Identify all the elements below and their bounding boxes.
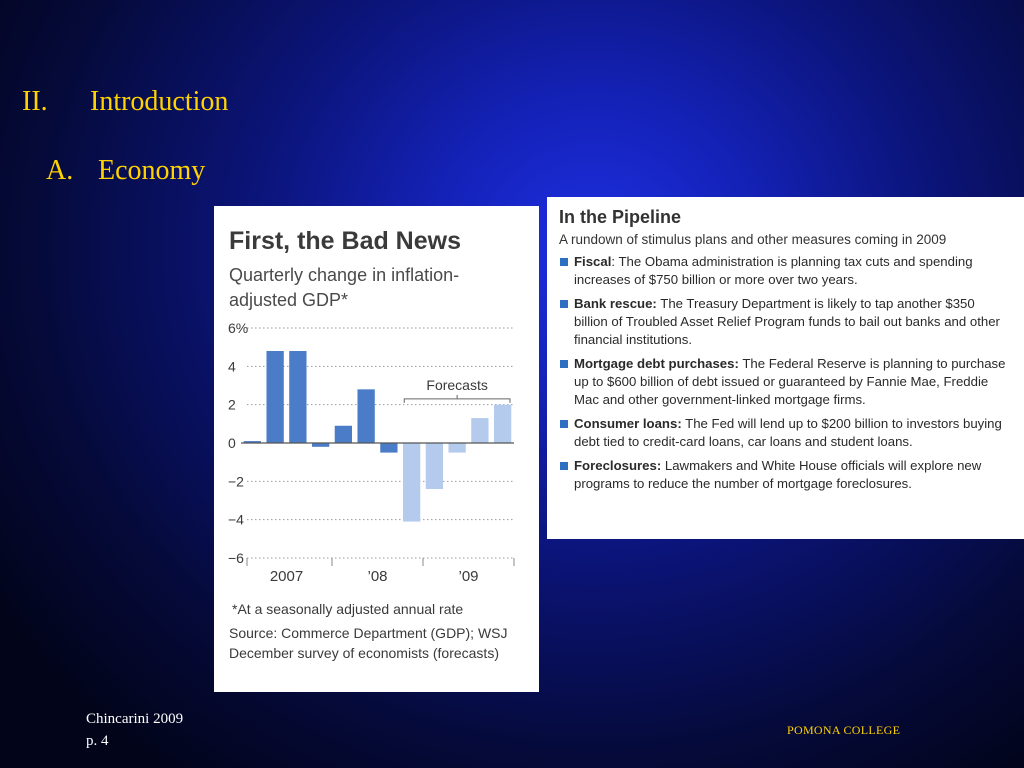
pipeline-item-term: Bank rescue: xyxy=(574,296,657,311)
pipeline-subtitle: A rundown of stimulus plans and other measures coming in 2009 xyxy=(559,232,947,247)
square-bullet-icon xyxy=(560,462,568,470)
chart-title: First, the Bad News xyxy=(229,227,461,255)
pipeline-item-term: Mortgage debt purchases: xyxy=(574,356,739,371)
y-tick-label: 0 xyxy=(228,435,236,451)
pipeline-item-term: Fiscal xyxy=(574,254,612,269)
pipeline-item-text: The Obama administration is planning tax cuts and spending increases of $750 billion or more over two years. xyxy=(574,254,973,287)
pipeline-list xyxy=(559,253,1010,493)
pipeline-item-text: The Federal Reserve is planning to purchase up to $600 billion of debt issued or guaranteed by Fannie Mae, Freddie Mac and other government-linked mortgage firms. xyxy=(574,356,1006,407)
x-tick-label: 2007 xyxy=(269,568,304,585)
chart-footnote: *At a seasonally adjusted annual rate xyxy=(232,601,464,617)
x-tick-label: ’08 xyxy=(367,568,388,585)
chart-subtitle-line1: Quarterly change in inflation- xyxy=(229,265,460,285)
pipeline-item xyxy=(559,415,1010,451)
forecasts-annotation: Forecasts xyxy=(426,376,488,393)
pipeline-item-text: The Treasury Department is likely to tap another $350 billion of Troubled Asset Relief Program funds to bail out banks and other financial institutions. xyxy=(574,296,1000,347)
gdp-bar xyxy=(403,443,420,522)
gdp-bar-chart xyxy=(214,206,539,692)
footer-page-number: p. 4 xyxy=(86,733,109,749)
pipeline-panel xyxy=(547,197,1024,539)
gdp-bar xyxy=(426,443,443,489)
subsection-number: A. xyxy=(46,155,74,186)
footer-author: Chincarini 2009 xyxy=(86,711,184,727)
footer-institution: POMONA COLLEGE xyxy=(787,723,901,737)
pipeline-item-sep: : xyxy=(611,254,619,269)
gdp-bar xyxy=(357,389,374,443)
gdp-bar xyxy=(448,443,465,453)
pipeline-item-text: The Fed will lend up to $200 billion to investors buying debt tied to credit-card loans, car loans and student loans. xyxy=(574,416,1002,449)
gdp-bar xyxy=(289,351,306,443)
subsection-title: Economy xyxy=(98,155,206,186)
gdp-bar xyxy=(471,418,488,443)
gdp-bar xyxy=(335,426,352,443)
gdp-bar xyxy=(380,443,397,453)
pipeline-item-text: Lawmakers and White House officials will explore new programs to reduce the number of mortgage foreclosures. xyxy=(574,458,982,491)
gdp-bar xyxy=(266,351,283,443)
section-heading xyxy=(22,86,228,118)
subsection-heading xyxy=(46,155,205,187)
chart-source-line2: December survey of economists (forecasts) xyxy=(229,645,499,661)
y-tick-label: −6 xyxy=(228,550,244,566)
y-tick-label: 4 xyxy=(228,358,236,375)
bracket-line xyxy=(404,395,510,403)
square-bullet-icon xyxy=(560,420,568,428)
pipeline-item xyxy=(559,457,1010,493)
gdp-chart-panel xyxy=(214,206,539,692)
x-axis-ticks xyxy=(247,558,514,585)
pipeline-item xyxy=(559,355,1010,409)
y-tick-label: −2 xyxy=(228,473,244,490)
x-tick-label: ’09 xyxy=(458,568,479,585)
pipeline-item xyxy=(559,253,1010,289)
gdp-bar xyxy=(494,405,511,443)
y-tick-label: −4 xyxy=(228,511,244,528)
pipeline-item-term: Foreclosures: xyxy=(574,458,662,473)
square-bullet-icon xyxy=(560,300,568,308)
pipeline-item-term: Consumer loans: xyxy=(574,416,682,431)
square-bullet-icon xyxy=(560,360,568,368)
section-title: Introduction xyxy=(90,86,229,117)
chart-subtitle-line2: adjusted GDP* xyxy=(229,290,349,310)
chart-source-line1: Source: Commerce Department (GDP); WSJ xyxy=(229,625,508,641)
forecast-bracket xyxy=(404,395,510,403)
pipeline-title: In the Pipeline xyxy=(559,207,682,227)
section-number: II. xyxy=(22,86,48,117)
pipeline-item xyxy=(559,295,1010,349)
square-bullet-icon xyxy=(560,258,568,266)
footer-credit xyxy=(86,708,183,752)
y-tick-label: 2 xyxy=(228,396,236,413)
y-tick-label: 6% xyxy=(228,320,249,336)
